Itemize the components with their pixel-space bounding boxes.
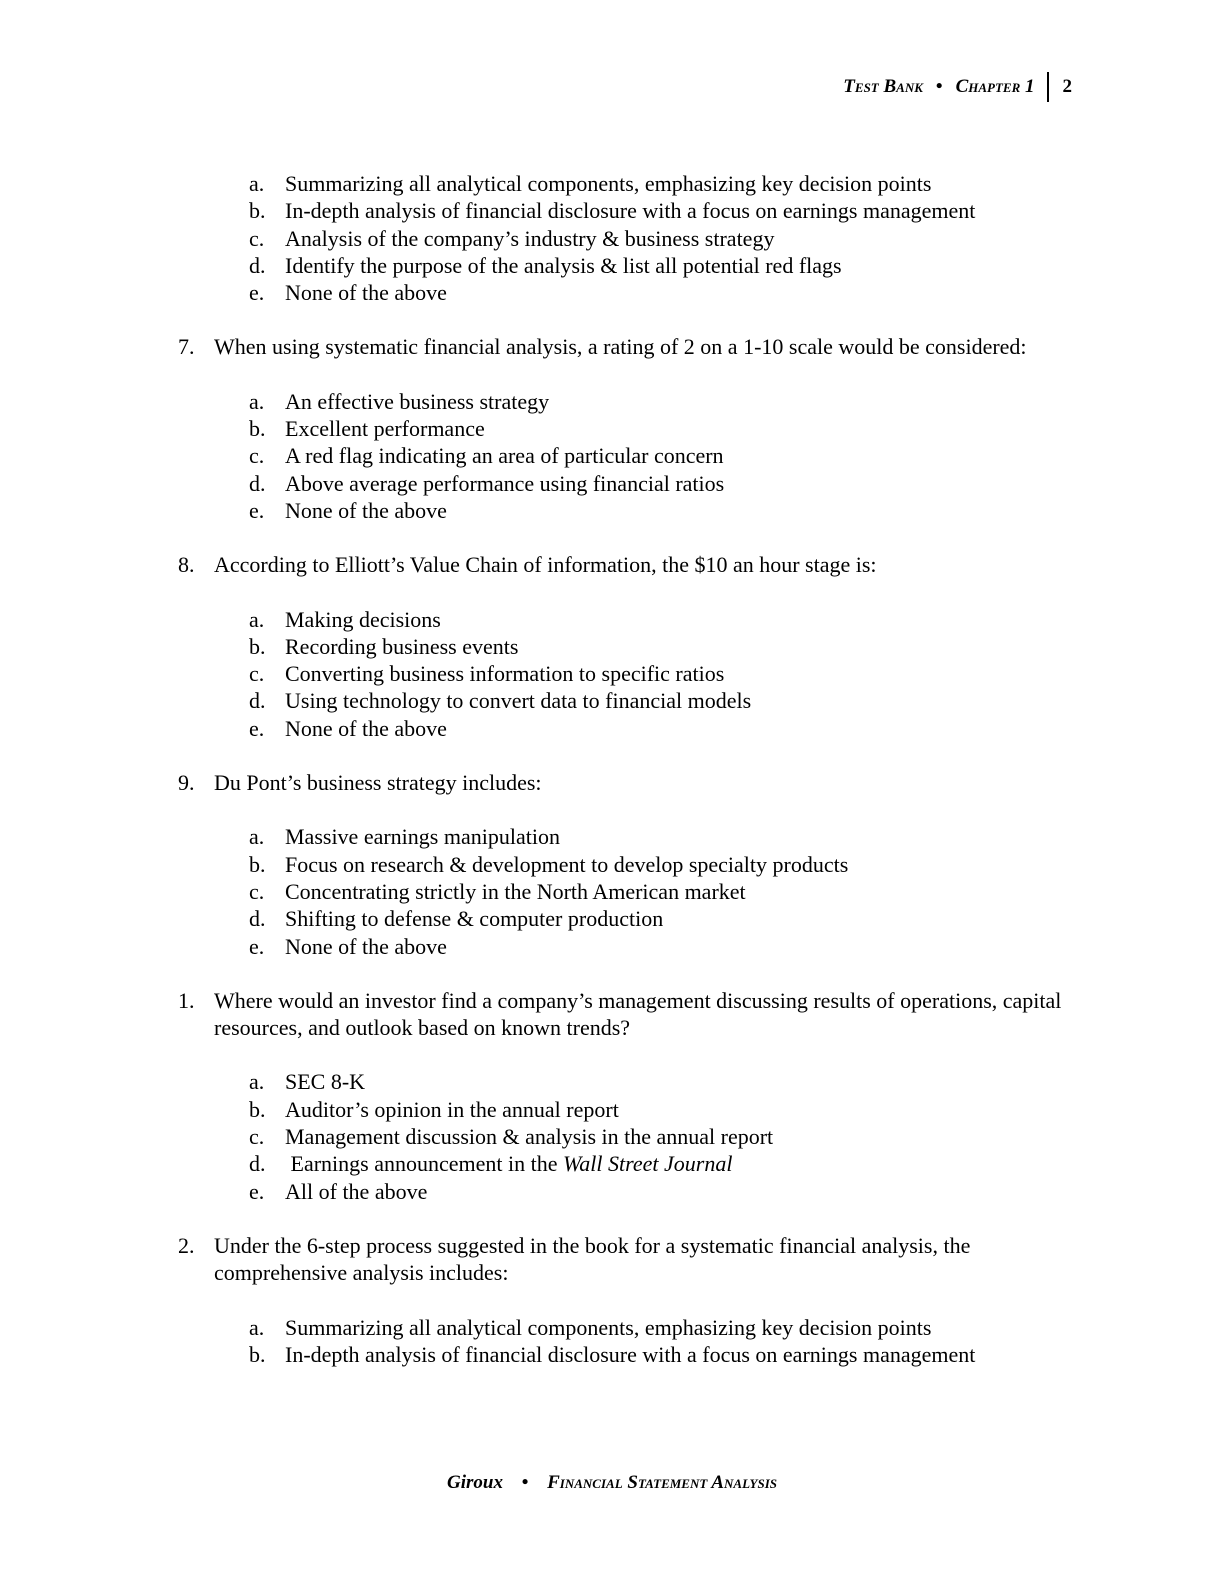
answer-options-list — [0, 1314, 1224, 1369]
option-letter: d. — [249, 1151, 266, 1177]
option-letter: c. — [249, 1124, 265, 1150]
answer-option — [0, 252, 1224, 279]
header-divider — [1047, 72, 1049, 102]
option-letter: c. — [249, 443, 265, 469]
option-text: SEC 8-K — [285, 1069, 366, 1095]
answer-option — [0, 1068, 1224, 1095]
option-text: Management discussion & analysis in the annual report — [285, 1124, 774, 1150]
questions-list — [0, 306, 1224, 1368]
footer-author: Giroux — [446, 1472, 503, 1493]
question-text: Where would an investor find a company’s management discussing results of operations, capital resources, and outlook based on known trends? — [214, 987, 1062, 1041]
option-letter: c. — [249, 661, 265, 687]
answer-option — [0, 279, 1224, 306]
option-text: None of the above — [285, 933, 447, 959]
option-letter: a. — [249, 388, 265, 414]
option-letter: e. — [249, 280, 265, 306]
answer-option — [0, 878, 1224, 905]
option-letter: d. — [249, 906, 266, 932]
option-letter: d. — [249, 688, 266, 714]
option-text: Above average performance using financial ratios — [285, 470, 725, 496]
leading-options-list — [0, 170, 1224, 306]
answer-option — [0, 170, 1224, 197]
option-text: Identify the purpose of the analysis & list all potential red flags — [285, 252, 842, 278]
answer-options-list — [0, 1068, 1224, 1204]
option-text: Analysis of the company’s industry & business strategy — [285, 225, 775, 251]
question-item — [0, 1232, 1224, 1287]
option-text: Focus on research & development to develop specialty products — [285, 851, 849, 877]
answer-option — [0, 388, 1224, 415]
option-text: Converting business information to specific ratios — [285, 661, 725, 687]
option-letter: b. — [249, 198, 266, 224]
question-item — [0, 333, 1224, 360]
option-letter: b. — [249, 1341, 266, 1367]
option-text: An effective business strategy — [285, 388, 550, 414]
running-footer — [0, 1472, 1224, 1494]
option-letter: c. — [249, 225, 265, 251]
question-text: Du Pont’s business strategy includes: — [214, 770, 542, 796]
option-letter: b. — [249, 633, 266, 659]
answer-option — [0, 1341, 1224, 1368]
question-text: When using systematic financial analysis, a rating of 2 on a 1-10 scale would be considered: — [214, 334, 1027, 360]
question-item — [0, 551, 1224, 578]
option-letter: a. — [249, 171, 265, 196]
question-number: 1. — [178, 987, 195, 1013]
question-text: According to Elliott’s Value Chain of information, the $10 an hour stage is: — [214, 552, 877, 578]
option-letter: b. — [249, 416, 266, 442]
question-text: Under the 6-step process suggested in the book for a systematic financial analysis, the comprehensive analysis includes: — [214, 1232, 971, 1286]
option-text: Summarizing all analytical components, emphasizing key decision points — [285, 171, 932, 196]
question-item — [0, 987, 1224, 1042]
option-text: Excellent performance — [285, 416, 485, 442]
answer-option — [0, 1096, 1224, 1123]
answer-option — [0, 687, 1224, 714]
page-content — [0, 170, 1224, 1368]
option-text: All of the above — [285, 1178, 428, 1204]
option-letter: a. — [249, 824, 265, 850]
answer-option — [0, 1314, 1224, 1341]
option-text: None of the above — [285, 280, 447, 306]
answer-option — [0, 715, 1224, 742]
answer-option — [0, 606, 1224, 633]
header-book-title: Test Bank — [843, 76, 923, 97]
option-text: In-depth analysis of financial disclosure with a focus on earnings management — [285, 1341, 976, 1367]
option-letter: e. — [249, 933, 265, 959]
option-text: None of the above — [285, 715, 447, 741]
answer-option — [0, 442, 1224, 469]
option-text: Concentrating strictly in the North American market — [285, 878, 746, 904]
option-text: Massive earnings manipulation — [285, 824, 560, 850]
option-letter: c. — [249, 878, 265, 904]
answer-option — [0, 933, 1224, 960]
answer-option — [0, 905, 1224, 932]
answer-option — [0, 1150, 1224, 1177]
answer-option — [0, 197, 1224, 224]
option-letter: b. — [249, 1096, 266, 1122]
footer-book-title: Financial Statement Analysis — [547, 1472, 777, 1493]
option-letter: b. — [249, 851, 266, 877]
page-number: 2 — [1062, 76, 1072, 97]
option-letter: a. — [249, 1314, 265, 1340]
option-text: Making decisions — [285, 606, 441, 632]
header-chapter: Chapter 1 — [955, 76, 1035, 97]
option-letter: d. — [249, 252, 266, 278]
option-letter: d. — [249, 470, 266, 496]
answer-option — [0, 823, 1224, 850]
option-letter: a. — [249, 606, 265, 632]
answer-option — [0, 497, 1224, 524]
answer-option — [0, 225, 1224, 252]
option-text: Using technology to convert data to financial models — [285, 688, 752, 714]
answer-option — [0, 851, 1224, 878]
option-text: Recording business events — [285, 633, 519, 659]
option-letter: e. — [249, 497, 265, 523]
option-letter: e. — [249, 715, 265, 741]
option-text: A red flag indicating an area of particular concern — [285, 443, 724, 469]
answer-option — [0, 660, 1224, 687]
answer-option — [0, 415, 1224, 442]
option-text: Summarizing all analytical components, emphasizing key decision points — [285, 1314, 932, 1340]
option-italic-text: Wall Street Journal — [562, 1151, 733, 1177]
answer-options-list — [0, 388, 1224, 524]
answer-option — [0, 470, 1224, 497]
option-letter: e. — [249, 1178, 265, 1204]
answer-option — [0, 1178, 1224, 1205]
option-text: In-depth analysis of financial disclosure with a focus on earnings management — [285, 198, 976, 224]
question-number: 7. — [178, 334, 195, 360]
option-text: Auditor’s opinion in the annual report — [285, 1096, 619, 1122]
option-text: None of the above — [285, 497, 447, 523]
option-text: Earnings announcement in the Wall Street Journal — [285, 1151, 733, 1177]
option-text: Shifting to defense & computer production — [285, 906, 664, 932]
footer-bullet: • — [521, 1472, 529, 1493]
question-item — [0, 769, 1224, 796]
answer-option — [0, 633, 1224, 660]
question-number: 8. — [178, 552, 195, 578]
answer-options-list — [0, 606, 1224, 742]
question-number: 9. — [178, 770, 195, 796]
answer-options-list — [0, 823, 1224, 959]
answer-option — [0, 1123, 1224, 1150]
question-number: 2. — [178, 1232, 195, 1258]
header-bullet: • — [935, 76, 943, 97]
running-header — [843, 70, 1072, 104]
option-letter: a. — [249, 1069, 265, 1095]
